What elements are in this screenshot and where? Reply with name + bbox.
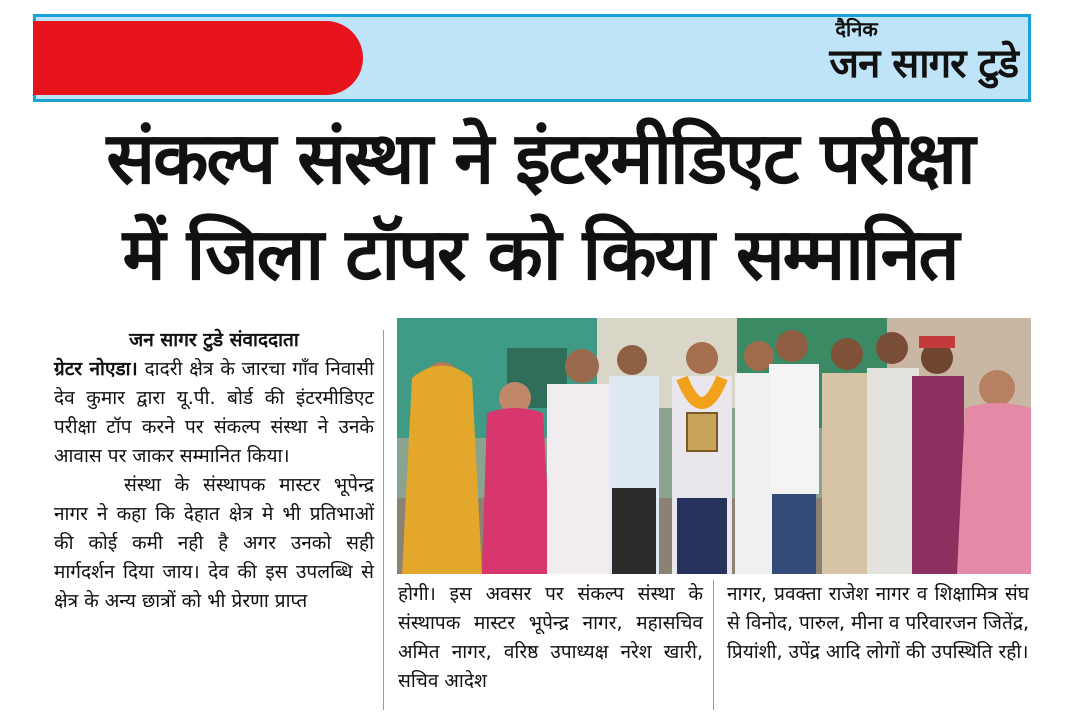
- photo-illustration: [397, 318, 1031, 574]
- headline-line-2: में जिला टॉपर को किया सम्मानित: [122, 212, 958, 296]
- logo-main-text: जन सागर टुडे: [829, 41, 1018, 87]
- headline-line-1: संकल्प संस्था ने इंटरमीडिएट परीक्षा: [106, 116, 974, 200]
- newspaper-logo: [829, 17, 1018, 87]
- logo-small-text: दैनिक: [835, 17, 878, 41]
- paragraph-1-text: दादरी क्षेत्र के जारचा गाँव निवासी देव कुमार द्वारा यू.पी. बोर्ड की इंटरमीडिएट परीक्षा टॉप करने पर संकल्प संस्था ने उनके आवास पर जाकर सम्मानित किया।: [54, 358, 374, 467]
- article-column-2: होगी। इस अवसर पर संकल्प संस्था के संस्थापक मास्टर भूपेन्द्र नागर, महासचिव अमित नागर, वरिष्ठ उपाध्यक्ष नरेश खारी, सचिव आदेश: [398, 583, 703, 692]
- dateline: ग्रेटर नोएडा।: [54, 358, 138, 380]
- byline: जन सागर टुडे संवाददाता: [129, 329, 299, 351]
- paragraph-1: [54, 355, 374, 471]
- article-column-1: [54, 326, 374, 616]
- headline: [30, 110, 1050, 302]
- paragraph-2: संस्था के संस्थापक मास्टर भूपेन्द्र नागर ने कहा कि देहात क्षेत्र मे भी प्रतिभाओं की कोई कमी नही है अगर उनको सही मार्गदर्शन दिया जाय। देव की इस उपलब्धि से क्षेत्र के अन्य छात्रों को भी प्रेरणा प्राप्त: [54, 474, 374, 612]
- news-photo: [397, 318, 1031, 574]
- column-divider-2: [713, 580, 714, 710]
- masthead-band: [33, 14, 1031, 102]
- column-divider: [383, 330, 384, 710]
- article-column-3: नागर, प्रवक्ता राजेश नागर व शिक्षामित्र संघ से विनोद, पारुल, मीना व परिवारजन जितेंद्र, प्रियांशी, उपेंद्र आदि लोगों की उपस्थिति रही।: [727, 583, 1029, 663]
- masthead-red-accent: [33, 21, 363, 95]
